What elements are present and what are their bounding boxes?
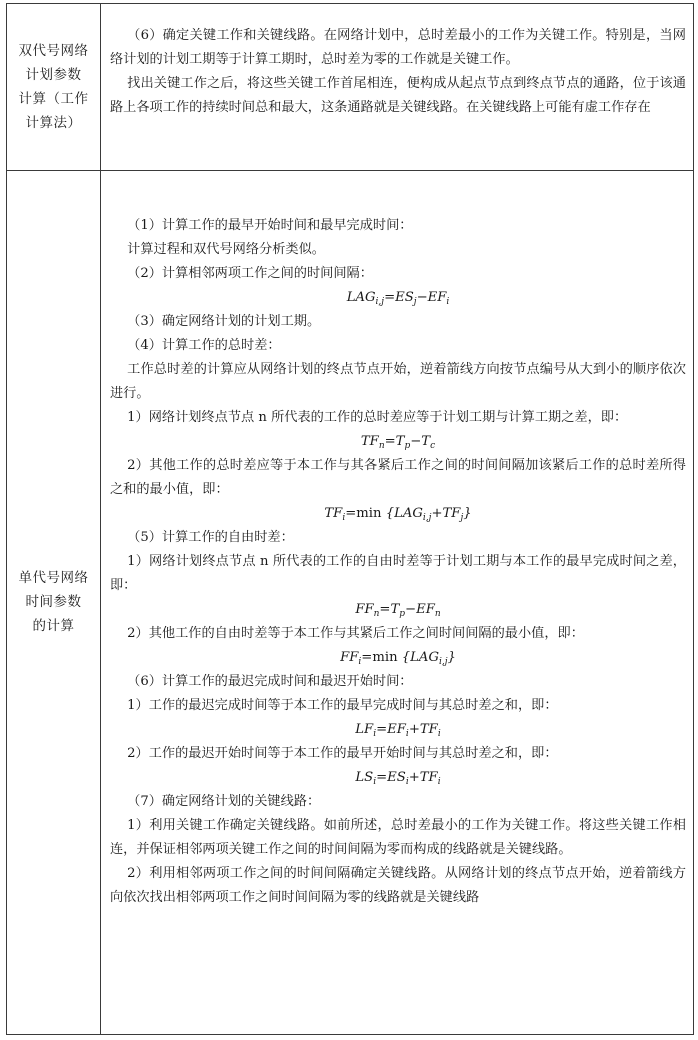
formula: $FF_n=T_p-EF_n$ [355, 602, 441, 619]
row2-label-line: 单代号网络 [18, 570, 89, 586]
row2-paragraph: （6）计算工作的最迟完成时间和最迟开始时间： [127, 674, 413, 689]
row2-label-line: 时间参数 [25, 594, 82, 610]
column-divider [100, 4, 101, 1034]
row1-label-line: 双代号网络 [18, 43, 89, 59]
formula: $LS_i=ES_i+TF_i$ [355, 770, 441, 787]
formula: $LAG_{i,j}=ES_j-EF_i$ [346, 290, 450, 307]
row1-paragraph: 找出关键工作之后，将这些关键工作首尾相连，便构成从起点节点到终点节点的通路，位于该通路上各项工作的持续时间总和最大，这条通路就是关键线路。在关键线路上可能有虚工作存在 [110, 76, 686, 115]
row2-paragraph: （3）确定网络计划的计划工期。 [127, 314, 321, 329]
row-divider [7, 170, 693, 171]
row2-paragraph: 2）其他工作的自由时差等于本工作与其紧后工作之间时间间隔的最小值，即： [127, 626, 584, 641]
row1-paragraph: （6）确定关键工作和关键线路。在网络计划中，总时差最小的工作为关键工作。特别是，当网络计划的计划工期等于计算工期时，总时差为零的工作就是关键工作。 [110, 28, 686, 67]
row2-paragraph: （1）计算工作的最早开始时间和最早完成时间： [127, 218, 413, 233]
row2-paragraph: 2）工作的最迟开始时间等于本工作的最早开始时间与其总时差之和，即： [127, 746, 558, 761]
row2-paragraph: 1）利用关键工作确定关键线路。如前所述，总时差最小的工作为关键工作。将这些关键工作相连，并保证相邻两项关键工作之间的时间间隔为零而构成的线路就是关键线路。 [110, 818, 686, 857]
formula: $TF_i=\min$ $\{LAG_{i,j}+TF_j\}$ [324, 506, 472, 523]
row1-label-line: 计算（工作 [18, 91, 89, 107]
row1-label [7, 39, 100, 135]
row2-paragraph: 计算过程和双代号网络分析类似。 [127, 242, 325, 257]
row2-label-line: 的计算 [32, 618, 75, 634]
row1-label-line: 计算法） [25, 115, 82, 131]
row2-paragraph: 1）网络计划终点节点 n 所代表的工作的自由时差等于计划工期与本工作的最早完成时间之差，即： [110, 554, 686, 593]
row2-paragraph: （5）计算工作的自由时差： [127, 530, 294, 545]
row2-label [7, 566, 100, 638]
row2-paragraph: （2）计算相邻两项工作之间的时间间隔： [127, 266, 373, 281]
row2-paragraph: （7）确定网络计划的关键线路： [127, 794, 321, 809]
row2-paragraph: 2）利用相邻两项工作之间的时间间隔确定关键线路。从网络计划的终点节点开始，逆着箭线方向依次找出相邻两项工作之间时间间隔为零的线路就是关键线路 [110, 866, 686, 905]
parameter-table [6, 3, 694, 1035]
formula: $TF_n=T_p-T_c$ [360, 434, 436, 451]
row2-paragraph: 1）网络计划终点节点 n 所代表的工作的总时差应等于计划工期与计算工期之差，即： [127, 410, 628, 425]
formula: $LF_i=EF_i+TF_i$ [355, 722, 441, 739]
row2-paragraph: 2）其他工作的总时差应等于本工作与其各紧后工作之间的时间间隔加该紧后工作的总时差所得之和的最小值，即： [110, 458, 686, 497]
row2-paragraph: 1）工作的最迟完成时间等于本工作的最早完成时间与其总时差之和，即： [127, 698, 558, 713]
row1-label-line: 计划参数 [25, 67, 82, 83]
row2-paragraph: 工作总时差的计算应从网络计划的终点节点开始，逆着箭线方向按节点编号从大到小的顺序依次进行。 [110, 362, 686, 401]
row2-paragraph: （4）计算工作的总时差： [127, 338, 281, 353]
row2-content [110, 214, 686, 910]
row1-content [110, 24, 686, 120]
formula: $FF_i=\min$ $\{LAG_{i,j}\}$ [340, 650, 456, 667]
